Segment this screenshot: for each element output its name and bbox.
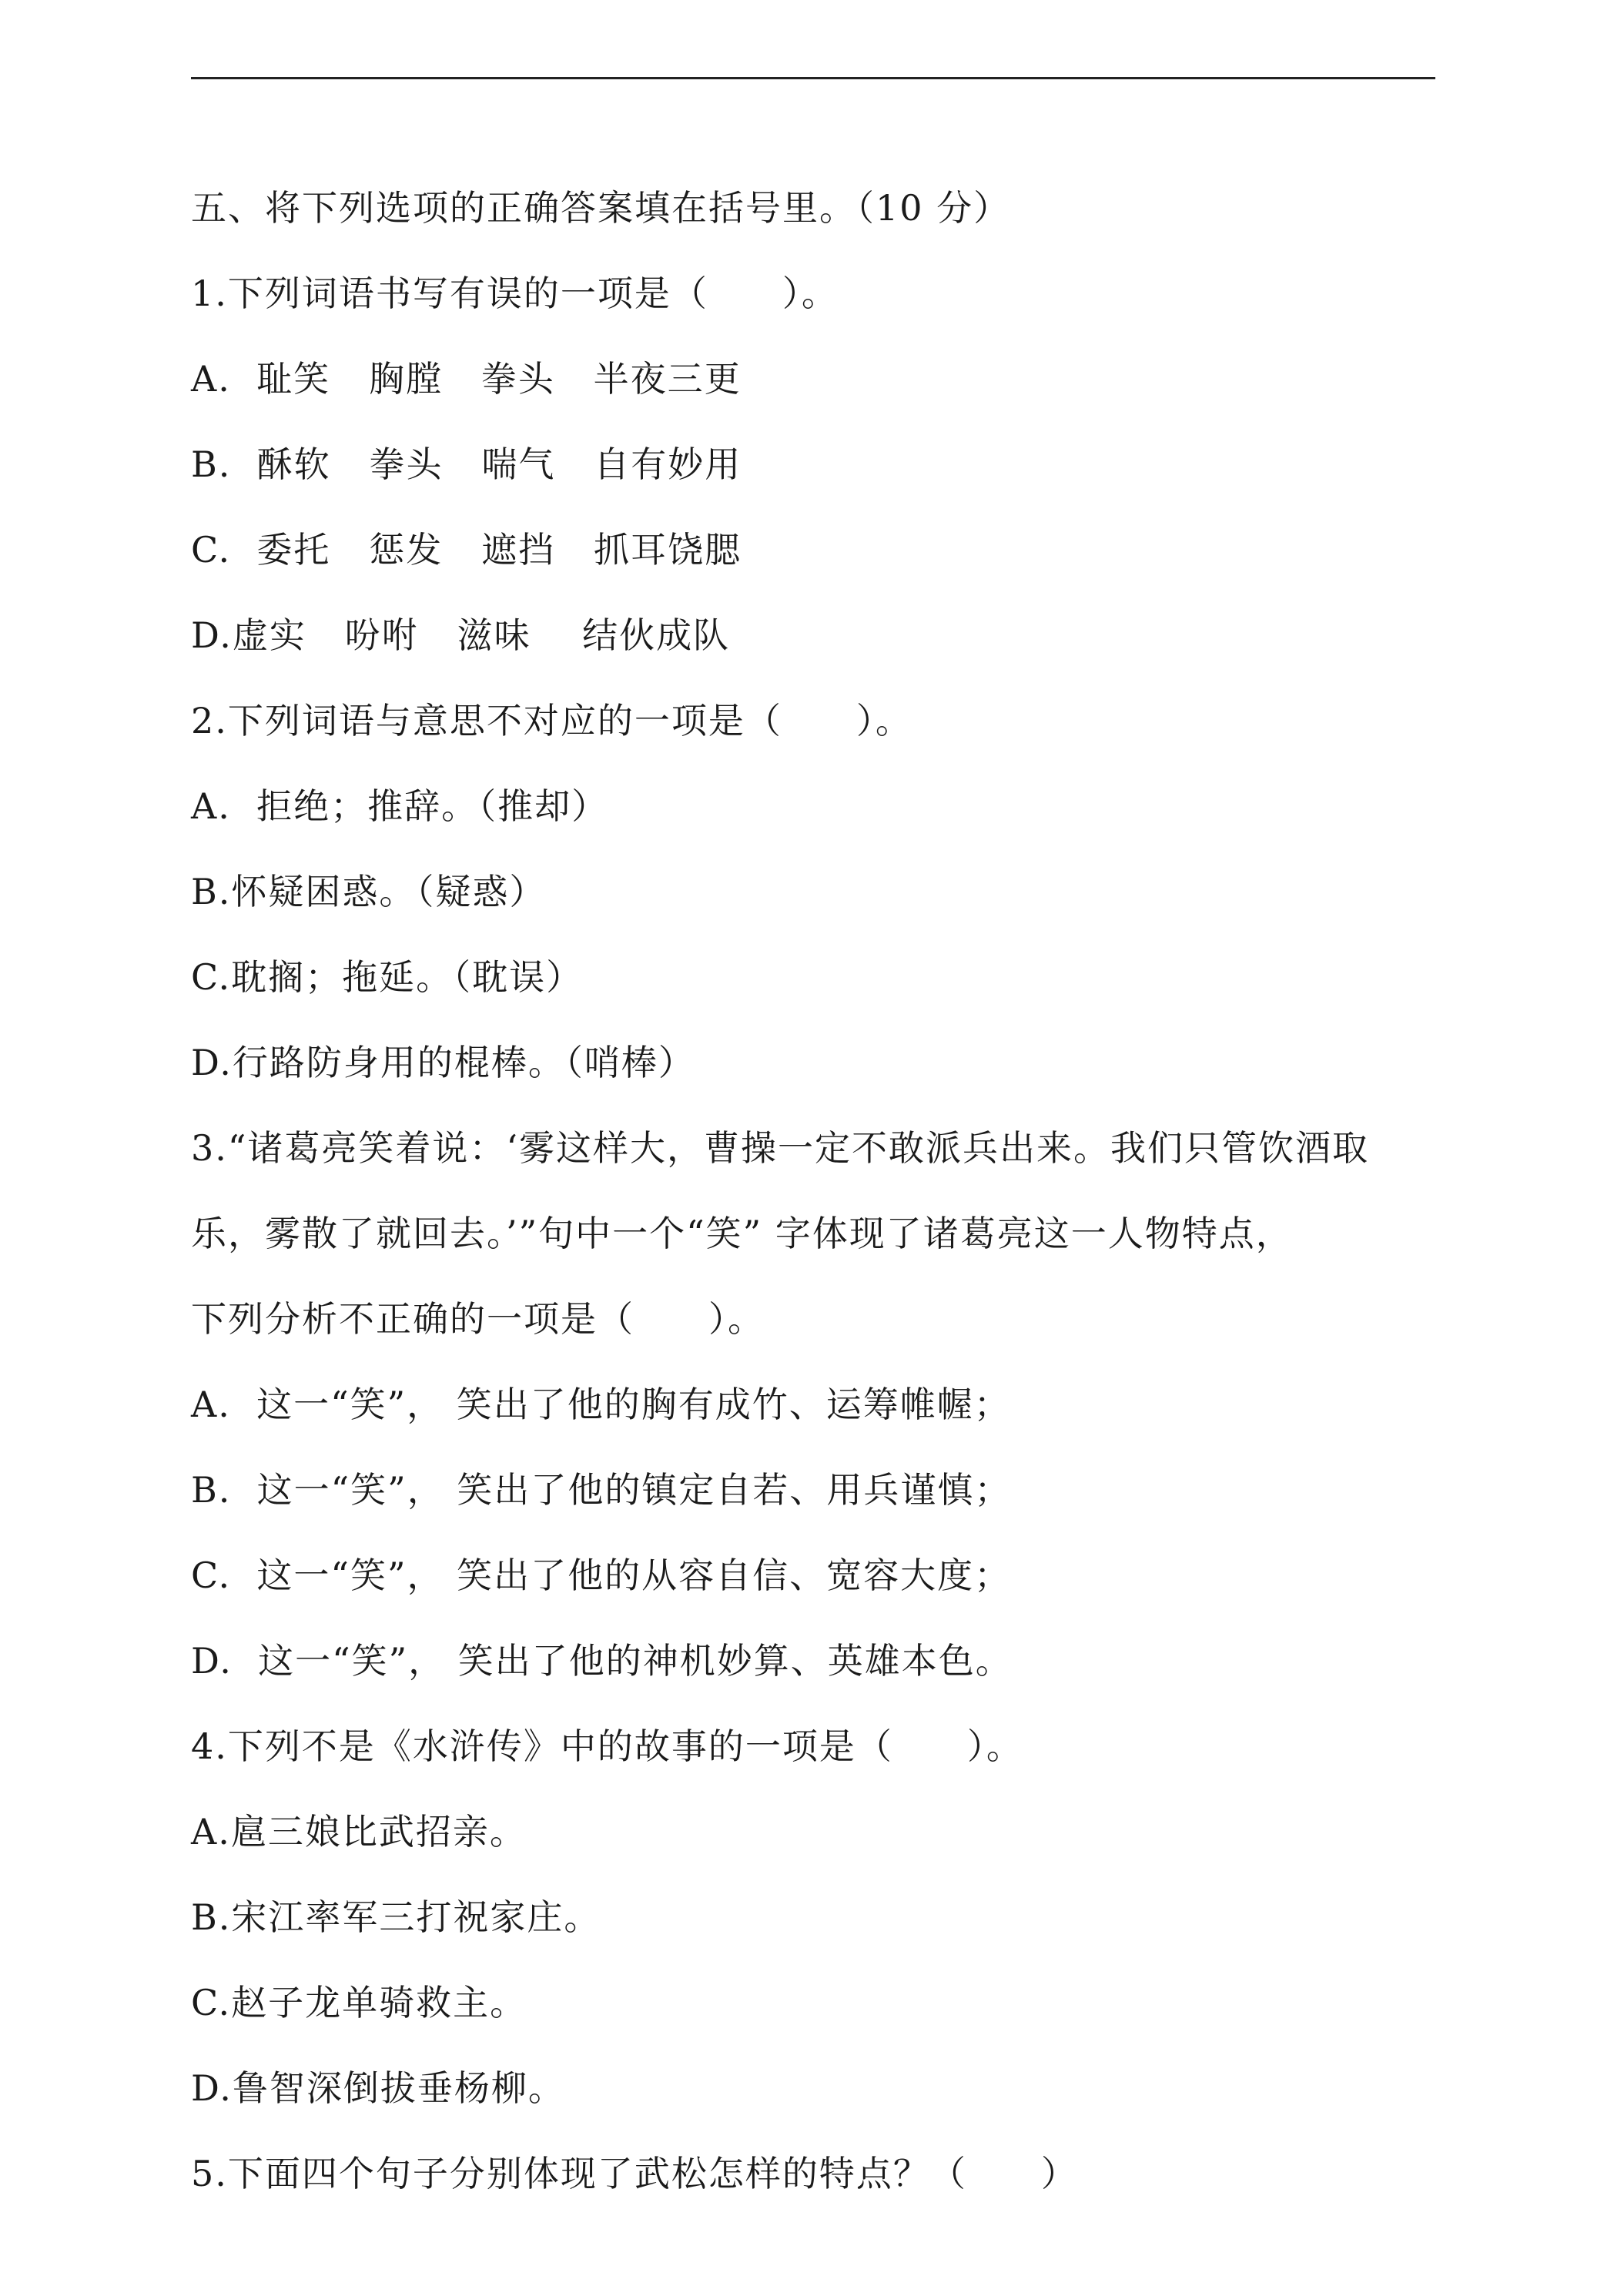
option-d: D. 这一“笑”， 笑出了他的神机妙算、英雄本色。 — [191, 1640, 1013, 1682]
option-b: B.宋江率军三打祝家庄。 — [191, 1896, 601, 1938]
option-a: A. 拒绝；推辞。（推却） — [191, 785, 609, 827]
section-title: 五、将下列选项的正确答案填在括号里。（10 分） — [191, 187, 1011, 229]
question-1 — [191, 251, 1454, 678]
question-stem-line-1: 3.“诸葛亮笑着说：‘雾这样大，曹操一定不敢派兵出来。我们只管饮酒取 — [191, 1127, 1370, 1169]
question-2 — [191, 678, 1454, 1106]
question-stem-line-2: 乐，雾散了就回去。’”句中一个“笑” 字体现了诸葛亮这一人物特点， — [191, 1213, 1293, 1254]
option-b: B. 这一“笑”， 笑出了他的镇定自若、用兵谨慎； — [191, 1469, 1012, 1511]
option-a: A.扈三娘比武招亲。 — [191, 1811, 527, 1853]
option-c: C.赵子龙单骑救主。 — [191, 1982, 527, 2023]
header-rule — [191, 77, 1435, 79]
option-c: C. 这一“笑”， 笑出了他的从容自信、宽容大度； — [191, 1555, 1012, 1596]
option-a: A. 耻笑 胸膛 拳头 半夜三更 — [191, 358, 742, 400]
question-content — [191, 166, 1454, 2217]
option-a: A. 这一“笑”， 笑出了他的胸有成竹、运筹帷幄； — [191, 1384, 1011, 1425]
option-b: B.怀疑困惑。（疑惑） — [191, 871, 547, 912]
option-c: C. 委托 惩发 遮挡 抓耳饶腮 — [191, 529, 742, 571]
option-d: D.虚实 吩咐 滋味 结伙成队 — [191, 614, 731, 656]
option-d: D.鲁智深倒拔垂杨柳。 — [191, 2067, 565, 2109]
option-b: B. 酥软 拳头 喘气 自有妙用 — [191, 443, 742, 485]
question-stem: 5.下面四个句子分别体现了武松怎样的特点？（ ） — [191, 2153, 1078, 2194]
option-d: D.行路防身用的棍棒。（哨棒） — [191, 1042, 695, 1083]
question-stem: 1.下列词语书写有误的一项是（ ）。 — [191, 273, 839, 314]
question-5 — [191, 2131, 1454, 2217]
question-stem-line-3: 下列分析不正确的一项是（ ）。 — [191, 1298, 765, 1340]
question-3 — [191, 1106, 1454, 1704]
option-c: C.耽搁；拖延。（耽误） — [191, 956, 584, 998]
question-stem: 2.下列词语与意思不对应的一项是（ ）。 — [191, 700, 912, 741]
question-stem: 4.下列不是《水浒传》中的故事的一项是（ ）。 — [191, 1725, 1023, 1767]
question-4 — [191, 1704, 1454, 2131]
